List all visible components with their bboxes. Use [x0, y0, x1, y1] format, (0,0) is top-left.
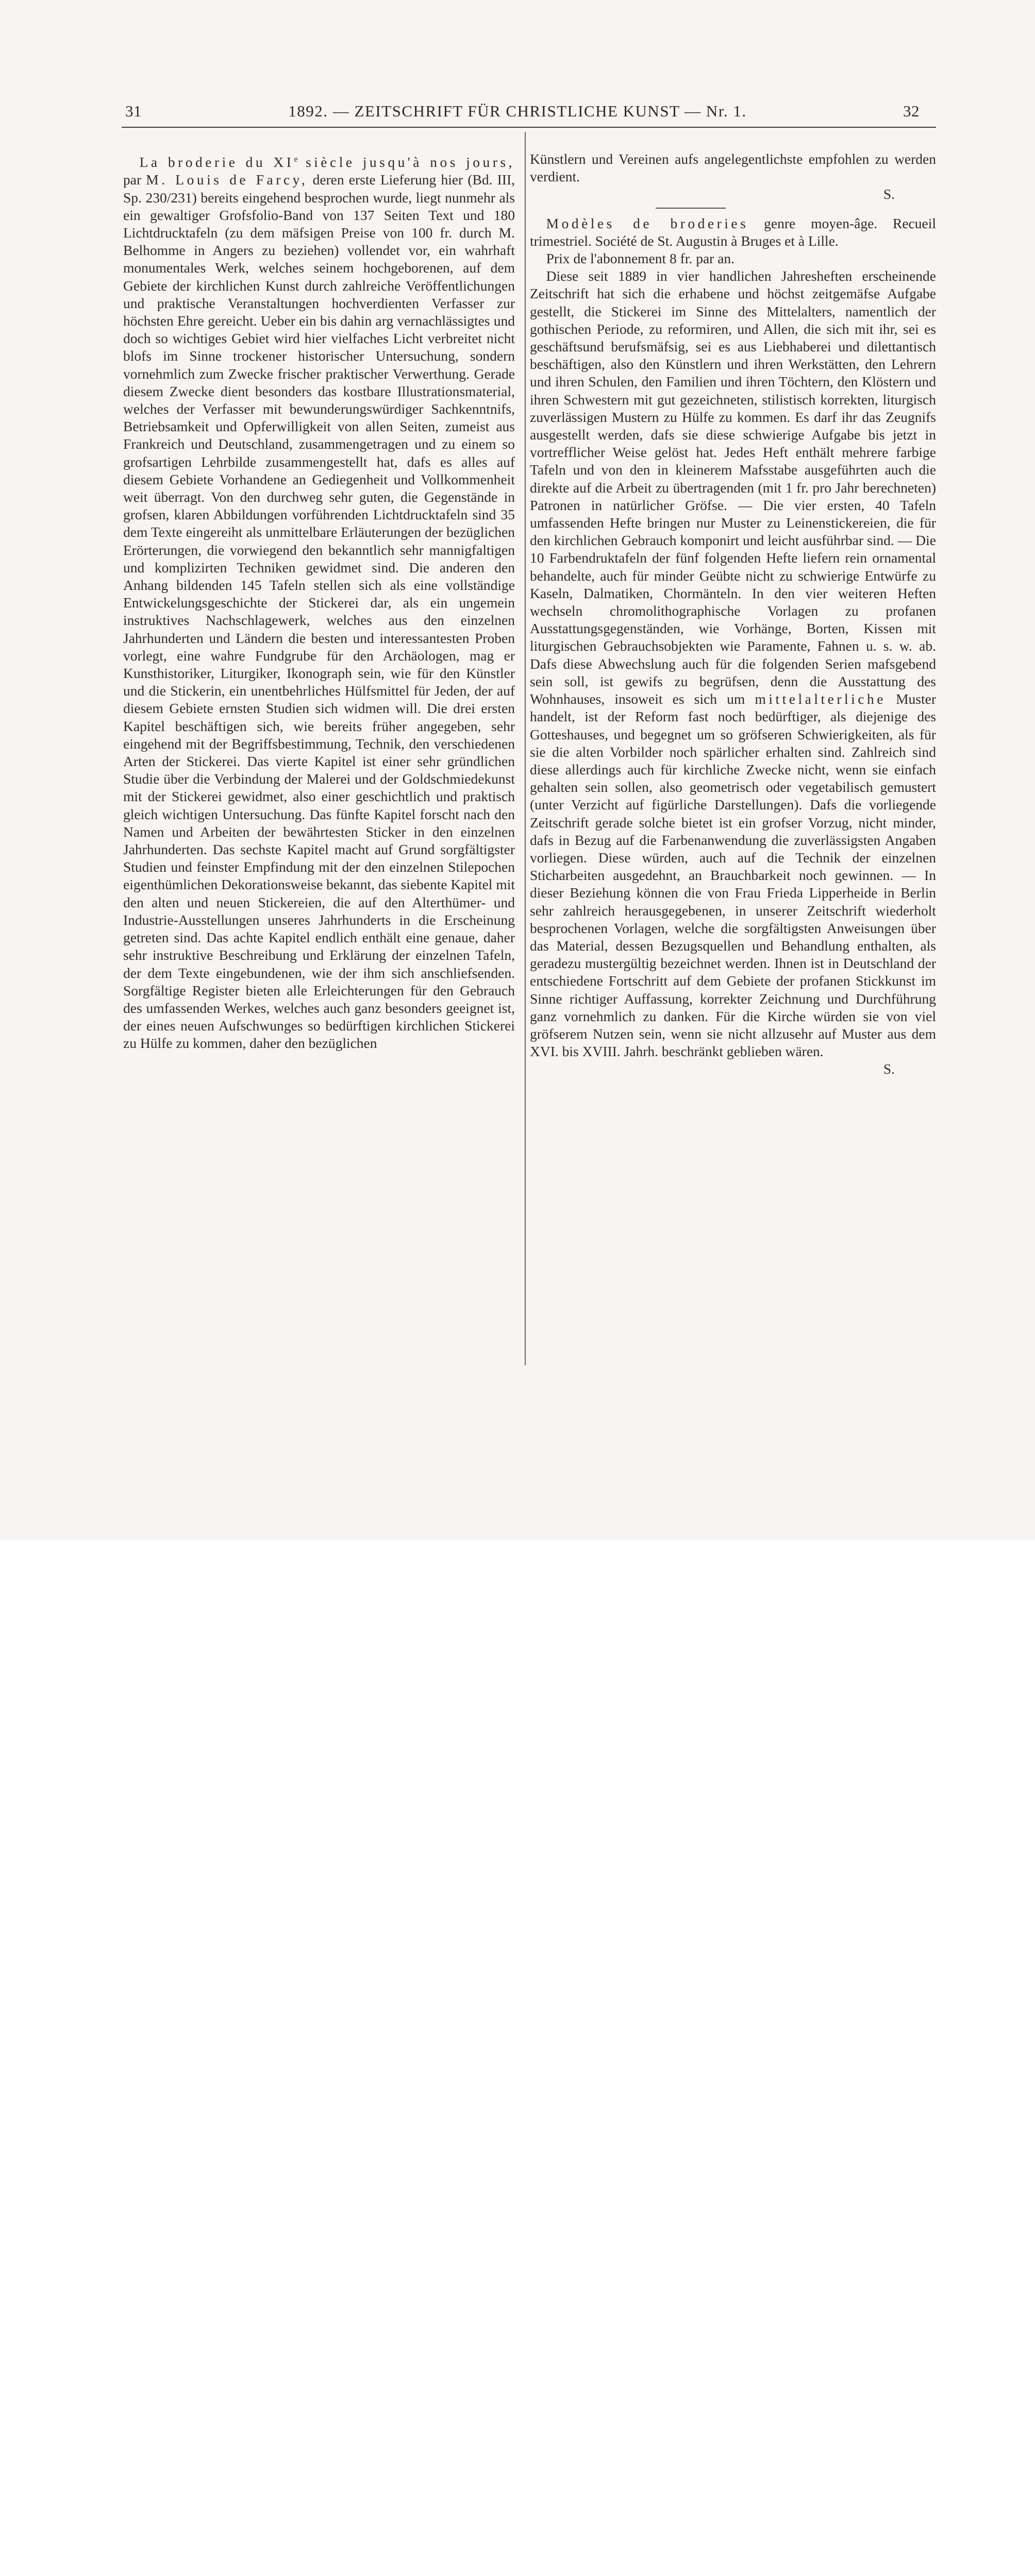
- section-divider: [656, 208, 726, 209]
- subscription-price: Prix de l'abonnement 8 fr. par an.: [546, 250, 735, 267]
- page-number-left: 31: [125, 102, 142, 120]
- review-modeles-body: [530, 267, 936, 1060]
- spaced-word: mittelalterliche: [755, 691, 886, 707]
- right-column: [530, 150, 936, 1078]
- page-number-right: 32: [903, 102, 920, 120]
- book-title-superscript: e: [294, 154, 298, 164]
- left-column: [123, 150, 515, 1053]
- review-farcy-end: Künstlern und Vereinen aufs angelegentlichste empfohlen zu werden verdient.: [530, 151, 936, 185]
- book-title-rest: siècle jusqu'à nos jours,: [297, 154, 515, 171]
- digitization-footer: [0, 1540, 1035, 1632]
- book-title-2: Modèles de broderies: [546, 215, 749, 231]
- book-author: M. Louis de Farcy,: [146, 172, 308, 188]
- review-modeles-body-b: Muster handelt, ist der Reform fast noch bedürftiger, als diejenige des Gotteshauses, und begegnet um so gröfseren Schwierigkeiten, als für sie die alten Vorbilder noch spärlicher erhalten sind. Zahlreich sind diese allerdings auch für kirchliche Zwecke nicht, wenn sie einfach gehalten sein sollen, also geometrisch oder vegetabilisch gemustert (unter Verzicht auf figürliche Darstellungen). Dafs die vorliegende Zeitschrift gerade solche bietet ist ein grofser Vorzug, nicht minder, dafs in Bezug auf die Farbenanwendung die zuverlässigsten Angaben vorliegen. Diese würden, auch auf die Technik der einzelnen Sticharbeiten ausgedehnt, an Brauchbarkeit noch gewinnen. — In dieser Beziehung können die von Frau Frieda Lipperheide in Berlin sehr zahlreich herausgegebenen, in unserer Zeitschrift wiederholt besprochenen Vorlagen, welche die sorgfältigsten Anweisungen über das Material, dessen Bezugsquellen und Behandlung enthalten, als geradezu mustergültig bezeichnet werden. Ihnen ist in Deutschland der entschiedene Fortschritt auf dem Gebiete der profanen Stickkunst im Sinne richtiger Auffassung, korrekter Zeichnung und Durchführung ganz vornehmlich zu danken. Für die Kirche würden sie von viel gröfserem Nutzen sein, wenn sie nicht allzusehr auf Muster aus dem XVI. bis XVIII. Jahrh. beschränkt geblieben wären.: [530, 691, 936, 1060]
- review-modeles-body-a: Diese seit 1889 in vier handlichen Jahresheften erscheinende Zeitschrift hat sich die erhabene und höchst zeitgemäfse Aufgabe gestellt, die Stickerei im Sinne des Mittelalters, namentlich der gothischen Periode, zu reformiren, und Allen, die sich mit ihr, sei es geschäftsund berufsmäfsig, sei es aus Liebhaberei und dilettantisch beschäftigen, also den Künstlern und ihren Werkstätten, den Lehrern und ihren Schulen, den Familien und ihren Töchtern, den Klöstern und ihren Schwestern mit gut gezeichneten, stilistisch korrekten, liturgisch zuverlässigen Mustern zu Hülfe zu kommen. Es darf ihr das Zeugnifs ausgestellt werden, dafs sie diese schwierige Aufgabe bis jetzt in vortrefflicher Weise gelöst hat. Jedes Heft enthält mehrere farbige Tafeln und von den in kleinerem Mafsstabe ausgeführten auch die direkte auf die Arbeit zu übertragenden (mit 1 fr. pro Jahr berechneten) Patronen in natürlicher Gröfse. — Die vier ersten, 40 Tafeln umfassenden Hefte bringen nur Muster zu Leinenstickereien, die für den kirchlichen Gebrauch komponirt und leicht ausführbar sind. — Die 10 Farbendruktafeln der fünf folgenden Hefte liefern rein ornamental behandelte, auch für minder Geübte nicht zu schwierige Entwürfe zu Kaseln, Dalmatiken, Chormänteln. In den vier weiteren Heften wechseln chromolithographische Vorlagen zu profanen Ausstattungsgegenständen, wie Vorhänge, Borten, Kissen mit liturgischen Gebrauchsobjekten wie Paramente, Fahnen u. s. w. ab. Dafs diese Abwechslung auch für die folgenden Serien mafsgebend sein soll, ist gewifs zu begrüfsen, denn die Ausstattung des Wohnhauses, insoweit es sich um: [530, 268, 936, 707]
- signature-2: S.: [883, 1061, 895, 1077]
- review-modeles-heading: [530, 215, 936, 250]
- review-farcy: [123, 150, 515, 1053]
- signature-1: S.: [883, 186, 895, 202]
- review-farcy-body: deren erste Lieferung hier (Bd. III, Sp. 230/231) bereits eingehend besprochen wurde, liegt nunmehr als ein gewaltiger Grofsfolio-Band von 137 Seiten Text und 180 Lichtdrucktafeln (zu dem mäfsigen Preise von 100 fr. durch M. Belhomme in Angers zu beziehen) vollendet vor, ein wahrhaft monumentales Werk, welches seinem hochgeborenen, auf dem Gebiete der kirchlichen Kunst durch zahlreiche Veröffentlichungen und praktische Veranstaltungen hochverdienten Verfasser zur höchsten Ehre gereicht. Ueber ein bis dahin arg vernachlässigtes und doch so wichtiges Gebiet wird hier vielfaches Licht verbreitet nicht blofs im Sinne trockener historischer Untersuchung, sondern vornehmlich zum Zwecke frischer praktischer Verwerthung. Gerade diesem Zwecke dient besonders das kostbare Illustrationsmaterial, welches der Verfasser mit bewunderungswürdiger Sachkenntnifs, Betriebsamkeit und Opferwilligkeit von allen Seiten, zumeist aus Frankreich und Deutschland, zusammengetragen und zu einem so grofsartigen Lehrbilde zusammengestellt hat, dafs es alles auf diesem Gebiete Vorhandene an Gediegenheit und Vollkommenheit weit überragt. Von den durchweg sehr guten, die Gegenstände in grofsen, klaren Abbildungen vorführenden Lichtdrucktafeln sind 35 dem Texte eingereiht als unmittelbare Erläuterungen der bezüglichen Erörterungen, die vorwiegend den bekanntlich sehr mannigfaltigen und komplizirten Techniken gewidmet sind. Die anderen den Anhang bildenden 145 Tafeln stellen sich als eine vollständige Entwickelungsgeschichte der Stickerei dar, als ein ungemein instruktives Nachschlagewerk, welches aus den einzelnen Jahrhunderten und Ländern die besten und interessantesten Proben vorlegt, eine wahre Fundgrube für den Archäologen, mag er Kunsthistoriker, Liturgiker, Ikonograph sein, wie für den Künstler und die Stickerin, ein unentbehrliches Hülfsmittel für Jeden, der auf diesem Gebiete ernsten Studien sich widmen will. Die drei ersten Kapitel beschäftigen sich, wie bereits früher angegeben, sehr eingehend mit der Begriffsbestimmung, Technik, den verschiedenen Arten der Stickerei. Das vierte Kapitel ist einer sehr gründlichen Studie über die Verbindung der Malerei und der Goldschmiedekunst mit der Stickerei gewidmet, also einer geschichtlich und praktisch gleich wichtigen Untersuchung. Das fünfte Kapitel forscht nach den Namen und Arbeiten der bewährtesten Sticker in den einzelnen Jahrhunderten. Das sechste Kapitel macht auf Grund sorgfältigster Studien und feinster Empfindung mit der den einzelnen Stilepochen eigenthümlichen Dekorationsweise bekannt, das siebente Kapitel mit den alten und neuen Stickereien, die auf den Alterthümer- und Industrie-Ausstellungen unseres Jahrhunderts in die Erscheinung getreten sind. Das achte Kapitel endlich enthält eine genaue, daher sehr instruktive Beschreibung und Erklärung der einzelnen Tafeln, der dem Texte eingebundenen, wie der ihm sich anschliefsenden. Sorgfältige Register bieten alle Erleichterungen für den Gebrauch des umfassenden Werkes, welches auch ganz besonders geeignet ist, der eines neuen Aufschwunges so bedürftigen kirchlichen Stickerei zu Hülfe zu kommen, daher den bezüglichen: [123, 172, 515, 1052]
- by-word: par: [123, 172, 142, 188]
- running-title: 1892. — ZEITSCHRIFT FÜR CHRISTLICHE KUNST — Nr. 1.: [288, 102, 747, 120]
- book-title-2-rest: genre moyen-âge. Recueil trimestriel. Société de St. Augustin à Bruges et à Lille.: [530, 215, 936, 249]
- header-rule: [122, 127, 936, 128]
- column-separator: [525, 132, 526, 1365]
- book-title: La broderie du XI: [139, 154, 294, 171]
